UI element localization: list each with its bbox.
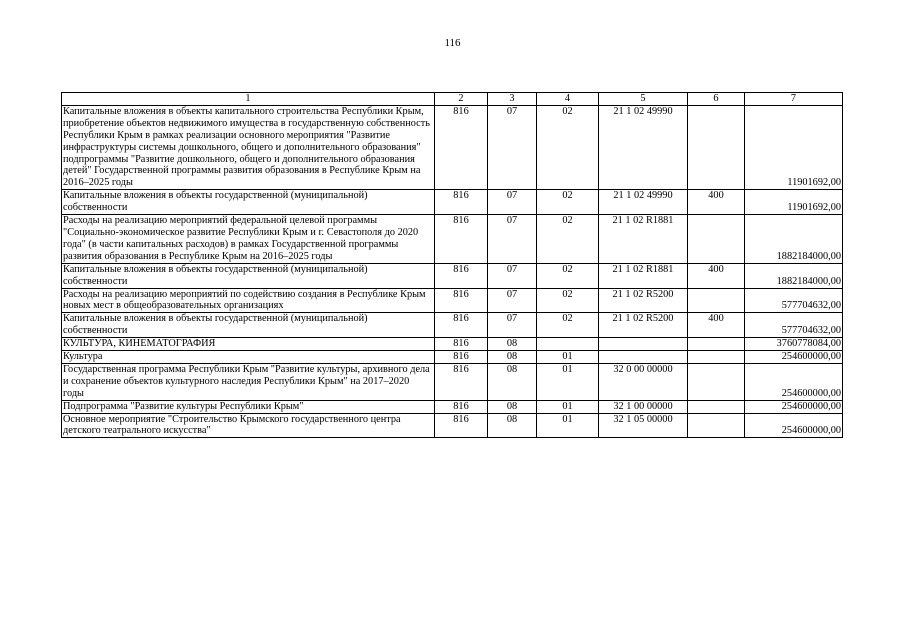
row-target-article: 32 0 00 00000: [599, 363, 688, 400]
row-description: КУЛЬТУРА, КИНЕМАТОГРАФИЯ: [62, 338, 435, 351]
row-target-article: [599, 351, 688, 364]
row-expense-type: [688, 400, 745, 413]
row-subsection: 01: [537, 413, 599, 438]
row-subsection: 02: [537, 190, 599, 215]
row-section: 07: [488, 105, 537, 189]
row-subsection: 02: [537, 288, 599, 313]
header-cell: 4: [537, 93, 599, 106]
table-row: [62, 351, 843, 364]
row-description: Подпрограмма "Развитие культуры Республики Крым": [62, 400, 435, 413]
row-section: 08: [488, 338, 537, 351]
table-row: [62, 338, 843, 351]
row-section: 08: [488, 351, 537, 364]
row-expense-type: 400: [688, 263, 745, 288]
row-expense-type: [688, 363, 745, 400]
table-row: [62, 105, 843, 189]
row-description: Капитальные вложения в объекты государственной (муниципальной) собственности: [62, 190, 435, 215]
row-section: 07: [488, 190, 537, 215]
row-description: Расходы на реализацию мероприятий по содействию создания в Республике Крым новых мест в общеобразовательных организациях: [62, 288, 435, 313]
row-amount: 11901692,00: [745, 105, 843, 189]
row-ministry-code: 816: [435, 413, 488, 438]
row-amount: 254600000,00: [745, 400, 843, 413]
header-cell: 2: [435, 93, 488, 106]
row-description: Основное мероприятие "Строительство Крымского государственного центра детского театрального искусства": [62, 413, 435, 438]
row-expense-type: [688, 413, 745, 438]
table-row: [62, 190, 843, 215]
row-expense-type: [688, 215, 745, 264]
row-expense-type: [688, 105, 745, 189]
header-cell: 6: [688, 93, 745, 106]
row-ministry-code: 816: [435, 338, 488, 351]
table-row: [62, 263, 843, 288]
row-amount: 577704632,00: [745, 313, 843, 338]
header-cell: 3: [488, 93, 537, 106]
row-description: Капитальные вложения в объекты государственной (муниципальной) собственности: [62, 263, 435, 288]
row-expense-type: 400: [688, 313, 745, 338]
row-ministry-code: 816: [435, 215, 488, 264]
row-description: Капитальные вложения в объекты государственной (муниципальной) собственности: [62, 313, 435, 338]
row-ministry-code: 816: [435, 190, 488, 215]
row-ministry-code: 816: [435, 400, 488, 413]
row-subsection: 01: [537, 351, 599, 364]
row-subsection: 02: [537, 105, 599, 189]
row-subsection: 02: [537, 263, 599, 288]
page-number: 116: [444, 37, 461, 49]
row-ministry-code: 816: [435, 263, 488, 288]
row-subsection: 02: [537, 313, 599, 338]
row-section: 07: [488, 263, 537, 288]
row-amount: 254600000,00: [745, 351, 843, 364]
header-cell: 7: [745, 93, 843, 106]
row-description: Государственная программа Республики Крым "Развитие культуры, архивного дела и сохранение объектов культурного наследия Республики Крым" на 2017–2020 годы: [62, 363, 435, 400]
row-amount: 254600000,00: [745, 363, 843, 400]
row-expense-type: 400: [688, 190, 745, 215]
row-target-article: 21 1 02 R1881: [599, 215, 688, 264]
row-target-article: 21 1 02 49990: [599, 105, 688, 189]
row-amount: 3760778084,00: [745, 338, 843, 351]
table-row: [62, 215, 843, 264]
budget-table: [61, 92, 843, 438]
table-header-row: [62, 93, 843, 106]
row-target-article: 21 1 02 R1881: [599, 263, 688, 288]
row-expense-type: [688, 351, 745, 364]
row-description: Расходы на реализацию мероприятий федеральной целевой программы "Социально-экономическое развитие Республики Крым и г. Севастополя до 2020 года" (в части капитальных расходов) в рамках Государственной программы развития образования в Республике Крым на 2016–2025 годы: [62, 215, 435, 264]
row-ministry-code: 816: [435, 288, 488, 313]
row-subsection: [537, 338, 599, 351]
header-cell: 1: [62, 93, 435, 106]
row-section: 08: [488, 363, 537, 400]
header-cell: 5: [599, 93, 688, 106]
row-target-article: 32 1 05 00000: [599, 413, 688, 438]
row-amount: 1882184000,00: [745, 263, 843, 288]
row-subsection: 01: [537, 363, 599, 400]
row-description: Культура: [62, 351, 435, 364]
row-section: 08: [488, 400, 537, 413]
row-amount: 254600000,00: [745, 413, 843, 438]
row-section: 07: [488, 288, 537, 313]
row-section: 08: [488, 413, 537, 438]
row-section: 07: [488, 313, 537, 338]
row-subsection: 02: [537, 215, 599, 264]
table-row: [62, 363, 843, 400]
row-section: 07: [488, 215, 537, 264]
row-description: Капитальные вложения в объекты капитального строительства Республики Крым, приобретение объектов недвижимого имущества в государственную собственность Республики Крым в рамках реализации основного мероприятия "Развитие инфраструктуры системы дошкольного, общего и дополнительного образования" подпрограммы "Развитие дошкольного, общего и дополнительного образования детей" Государственной программы развития образования в Республике Крым на 2016–2025 годы: [62, 105, 435, 189]
row-amount: 1882184000,00: [745, 215, 843, 264]
row-target-article: 21 1 02 49990: [599, 190, 688, 215]
row-amount: 577704632,00: [745, 288, 843, 313]
table-row: [62, 288, 843, 313]
row-ministry-code: 816: [435, 313, 488, 338]
row-ministry-code: 816: [435, 105, 488, 189]
row-amount: 11901692,00: [745, 190, 843, 215]
row-subsection: 01: [537, 400, 599, 413]
row-ministry-code: 816: [435, 351, 488, 364]
row-ministry-code: 816: [435, 363, 488, 400]
table-row: [62, 313, 843, 338]
row-target-article: [599, 338, 688, 351]
table-row: [62, 413, 843, 438]
row-expense-type: [688, 338, 745, 351]
row-target-article: 32 1 00 00000: [599, 400, 688, 413]
row-expense-type: [688, 288, 745, 313]
row-target-article: 21 1 02 R5200: [599, 288, 688, 313]
row-target-article: 21 1 02 R5200: [599, 313, 688, 338]
table-row: [62, 400, 843, 413]
